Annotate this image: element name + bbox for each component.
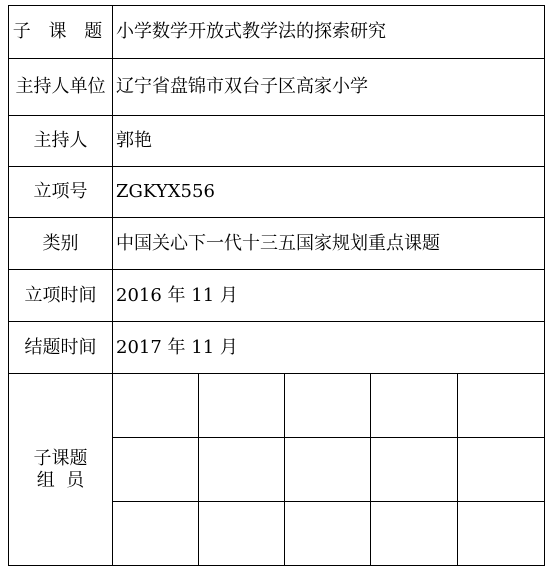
member-cell	[199, 438, 285, 502]
project-info-table	[8, 5, 545, 566]
end-date-label: 结题时间	[9, 322, 113, 374]
member-cell	[285, 374, 371, 438]
member-cell	[113, 374, 199, 438]
start-date-label: 立项时间	[9, 270, 113, 322]
row-category	[9, 218, 545, 270]
start-date-value: 2016 年 11 月	[113, 270, 545, 322]
row-end-date	[9, 322, 545, 374]
end-date-value: 2017 年 11 月	[113, 322, 545, 374]
row-host-unit	[9, 59, 545, 116]
member-cell	[371, 438, 458, 502]
host-label: 主持人	[9, 116, 113, 167]
category-value: 中国关心下一代十三五国家规划重点课题	[113, 218, 545, 270]
member-cell	[199, 502, 285, 566]
members-row-1	[9, 374, 545, 438]
host-unit-value: 辽宁省盘锦市双台子区高家小学	[113, 59, 545, 116]
member-cell	[199, 374, 285, 438]
project-number-label: 立项号	[9, 167, 113, 218]
row-host	[9, 116, 545, 167]
members-label	[9, 374, 113, 566]
member-cell	[371, 502, 458, 566]
member-cell	[458, 374, 545, 438]
row-start-date	[9, 270, 545, 322]
member-cell	[371, 374, 458, 438]
members-label-line1: 子课题	[33, 447, 88, 469]
member-cell	[113, 502, 199, 566]
members-label-line2: 组 员	[36, 469, 85, 491]
project-number-value: ZGKYX556	[113, 167, 545, 218]
member-cell	[285, 502, 371, 566]
subtopic-value: 小学数学开放式教学法的探索研究	[113, 6, 545, 59]
member-cell	[285, 438, 371, 502]
row-project-number	[9, 167, 545, 218]
member-cell	[113, 438, 199, 502]
category-label: 类别	[9, 218, 113, 270]
row-subtopic	[9, 6, 545, 59]
member-cell	[458, 502, 545, 566]
subtopic-label: 子 课 题	[9, 6, 113, 59]
host-value: 郭艳	[113, 116, 545, 167]
host-unit-label: 主持人单位	[9, 59, 113, 116]
member-cell	[458, 438, 545, 502]
